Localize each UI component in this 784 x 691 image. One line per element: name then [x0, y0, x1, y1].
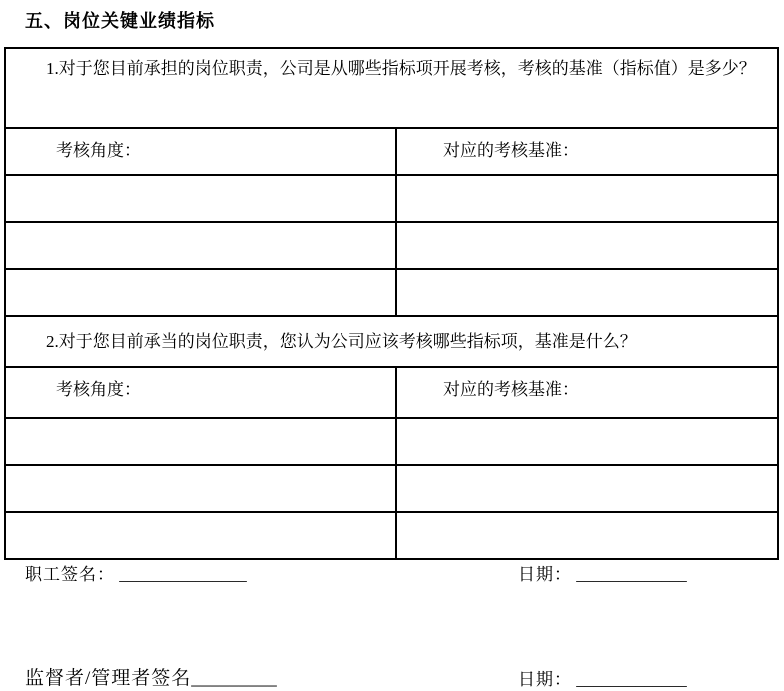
section2-angle-entry-cell[interactable] [5, 465, 396, 512]
employee-signature-blank[interactable]: _______________ [119, 565, 247, 584]
section2-angle-entry-cell[interactable] [5, 512, 396, 559]
section1-col2-header: 对应的考核基准： [396, 128, 778, 175]
section1-col1-header: 考核角度： [5, 128, 396, 175]
employee-signature-row [0, 560, 784, 586]
section1-entry-row [5, 175, 778, 222]
section1-entry-row [5, 222, 778, 269]
section1-header-row [5, 128, 778, 175]
section2-col2-header: 对应的考核基准： [396, 367, 778, 418]
section2-benchmark-entry-cell[interactable] [396, 418, 778, 465]
section1-angle-entry-cell[interactable] [5, 269, 396, 316]
section1-angle-entry-cell[interactable] [5, 222, 396, 269]
section2-benchmark-entry-cell[interactable] [396, 512, 778, 559]
section1-angle-entry-cell[interactable] [5, 175, 396, 222]
section2-entry-row [5, 418, 778, 465]
employee-date-blank[interactable]: _____________ [576, 565, 687, 584]
section1-entry-row [5, 269, 778, 316]
section2-entry-row [5, 465, 778, 512]
employee-date-label: 日期： [518, 565, 572, 584]
question2-row [5, 316, 778, 367]
section2-angle-entry-cell[interactable] [5, 418, 396, 465]
supervisor-date-label: 日期： [518, 670, 572, 689]
supervisor-signature-blank[interactable]: _________ [191, 668, 277, 689]
section2-col1-header: 考核角度： [5, 367, 396, 418]
section2-entry-row [5, 512, 778, 559]
section-title: 五、岗位关键业绩指标 [25, 11, 215, 31]
question1-text: 1.对于您目前承担的岗位职责，公司是从哪些指标项开展考核，考核的基准（指标值）是多少？ [5, 48, 778, 128]
section1-benchmark-entry-cell[interactable] [396, 269, 778, 316]
employee-signature-label: 职工签名： [25, 565, 115, 584]
section2-header-row [5, 367, 778, 418]
section1-benchmark-entry-cell[interactable] [396, 175, 778, 222]
section1-benchmark-entry-cell[interactable] [396, 222, 778, 269]
supervisor-date-blank[interactable]: _____________ [576, 670, 687, 689]
kpi-table [4, 47, 779, 560]
supervisor-signature-label: 监督者/管理者签名 [25, 668, 192, 689]
question2-text: 2.对于您目前承当的岗位职责，您认为公司应该考核哪些指标项，基准是什么？ [5, 316, 778, 367]
question1-row [5, 48, 778, 128]
supervisor-signature-row [0, 663, 784, 689]
section2-benchmark-entry-cell[interactable] [396, 465, 778, 512]
